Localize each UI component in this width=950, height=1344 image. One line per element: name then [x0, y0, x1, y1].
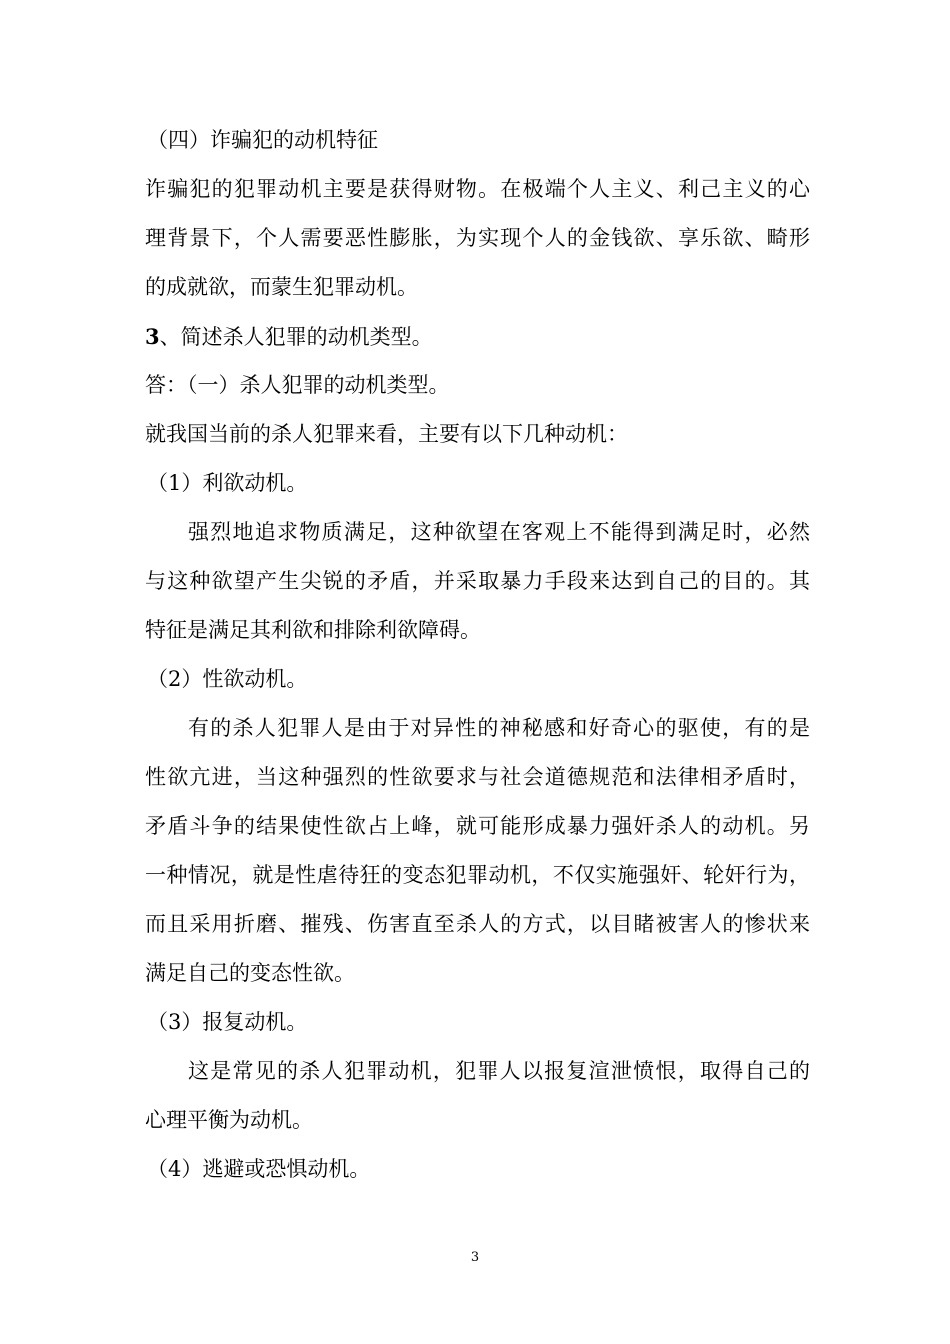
motive-2-line-5: 而且采用折磨、摧残、伤害直至杀人的方式，以目睹被害人的惨状来: [145, 912, 810, 936]
motive-4-title: （4）逃避或恐惧动机。: [147, 1157, 371, 1181]
fraud-paragraph-line-1: 诈骗犯的犯罪动机主要是获得财物。在极端个人主义、利己主义的心: [145, 177, 810, 201]
motive-2-line-6: 满足自己的变态性欲。: [145, 961, 355, 985]
answer-heading: 答：（一）杀人犯罪的动机类型。: [145, 373, 450, 397]
fraud-paragraph-line-2: 理背景下，个人需要恶性膨胀，为实现个人的金钱欲、享乐欲、畸形: [145, 226, 810, 250]
document-body: [145, 116, 810, 1194]
motive-1-line-3: 特征是满足其利欲和排除利欲障碍。: [145, 618, 481, 642]
motive-2-line-2: 性欲亢进，当这种强烈的性欲要求与社会道德规范和法律相矛盾时，: [145, 765, 810, 789]
motive-1-line-1: 强烈地追求物质满足，这种欲望在客观上不能得到满足时，必然: [188, 520, 810, 544]
intro-line: 就我国当前的杀人犯罪来看，主要有以下几种动机：: [145, 422, 628, 446]
section-heading: （四）诈骗犯的动机特征: [147, 128, 378, 152]
question-heading: [145, 312, 810, 361]
motive-2-line-4: 一种情况，就是性虐待狂的变态犯罪动机，不仅实施强奸、轮奸行为，: [145, 863, 810, 887]
motive-1-line-2: 与这种欲望产生尖锐的矛盾，并采取暴力手段来达到自己的目的。其: [145, 569, 810, 593]
fraud-paragraph-line-3: 的成就欲，而蒙生犯罪动机。: [145, 275, 418, 299]
motive-1-title: （1）利欲动机。: [147, 471, 308, 495]
question-number: 3: [145, 324, 160, 349]
motive-2-line-3: 矛盾斗争的结果使性欲占上峰，就可能形成暴力强奸杀人的动机。另: [145, 814, 810, 838]
question-text: 、简述杀人犯罪的动机类型。: [159, 325, 433, 349]
page-number: 3: [470, 1250, 480, 1265]
motive-2-title: （2）性欲动机。: [147, 667, 308, 691]
motive-2-line-1: 有的杀人犯罪人是由于对异性的神秘感和好奇心的驱使，有的是: [188, 716, 810, 740]
motive-3-line-1: 这是常见的杀人犯罪动机，犯罪人以报复渲泄愤恨，取得自己的: [188, 1059, 810, 1083]
motive-3-line-2: 心理平衡为动机。: [145, 1108, 313, 1132]
motive-3-title: （3）报复动机。: [147, 1010, 308, 1034]
